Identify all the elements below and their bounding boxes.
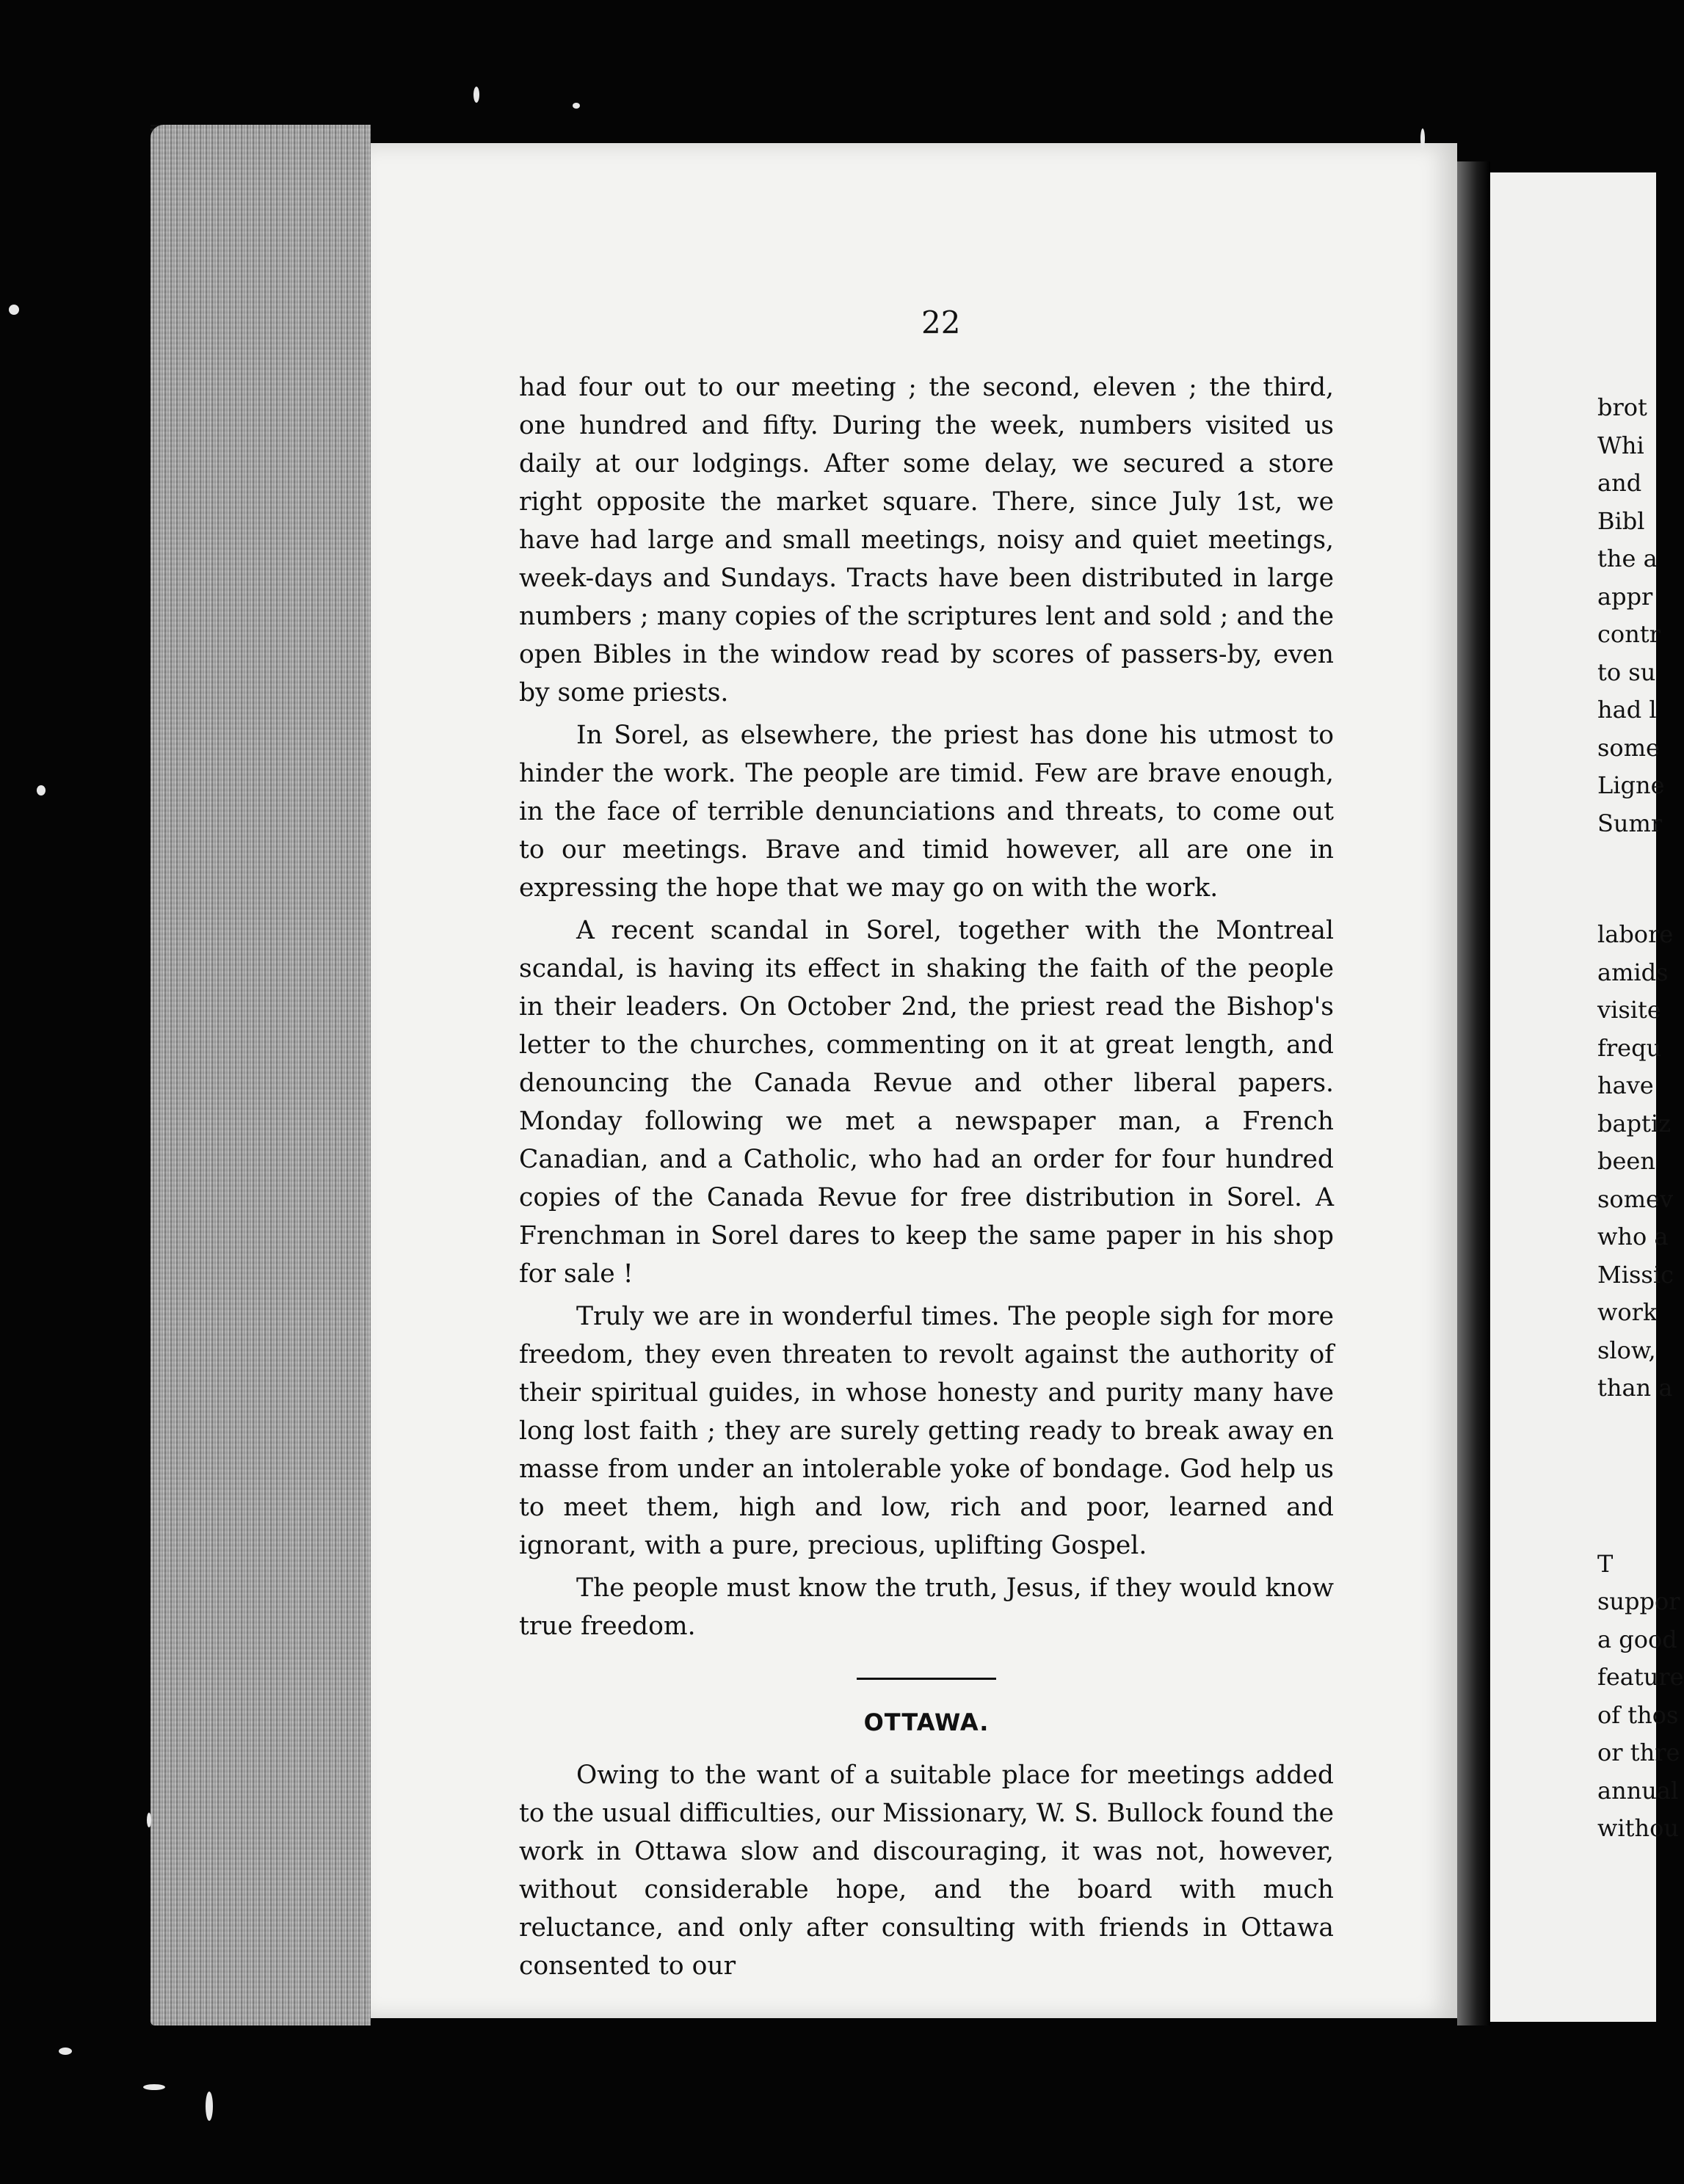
facing-line: who a — [1597, 1223, 1669, 1251]
facing-line: to su — [1597, 658, 1656, 686]
paragraph: Owing to the want of a suitable place for meetings added to the usual difficulties, our Missionary, W. S. Bullock found the work in Ottawa slow and discouraging, it was not, however, without considerable hope, and the board with much reluctance, and only after consulting with friends in Ottawa consented to our — [519, 1761, 1334, 1981]
section-divider — [857, 1678, 996, 1680]
paragraph: The people must know the truth, Jesus, if they would know true freedom. — [519, 1573, 1334, 1641]
facing-line: or thre — [1597, 1739, 1680, 1766]
facing-line: Missic — [1597, 1260, 1674, 1289]
facing-line: baptiz — [1597, 1109, 1671, 1138]
facing-line: appr — [1597, 582, 1653, 611]
dust-speck — [59, 2048, 72, 2055]
facing-line: had l — [1597, 696, 1657, 724]
facing-line: have — [1597, 1071, 1654, 1099]
facing-line: feature — [1597, 1663, 1684, 1691]
facing-line: slow, — [1597, 1336, 1656, 1364]
body-text — [519, 368, 1334, 1985]
facing-line: suppor — [1597, 1587, 1680, 1615]
facing-line: T — [1597, 1549, 1614, 1578]
facing-line: some — [1597, 733, 1660, 762]
section-heading: OTTAWA. — [863, 1708, 990, 1736]
facing-line: than a — [1597, 1374, 1673, 1402]
paragraph: Truly we are in wonderful times. The people sigh for more freedom, they even threaten to revolt against the authority of their spiritual guides, in whose honesty and purity many have long lost faith ; they are surely getting ready to break away en masse from under an intolerable yoke of bondage. God help us to meet them, high and low, rich and poor, learned and ignorant, with a pure, precious, uplifting Gospel. — [519, 1302, 1334, 1560]
facing-line: work — [1597, 1298, 1658, 1326]
dust-speck — [206, 2092, 213, 2121]
facing-line: annual — [1597, 1776, 1679, 1805]
facing-line: been — [1597, 1147, 1655, 1175]
dust-speck — [143, 2084, 165, 2090]
facing-line: Sumr — [1597, 809, 1663, 837]
facing-line: somev — [1597, 1184, 1674, 1213]
facing-line: amids — [1597, 958, 1669, 986]
facing-line: withou — [1597, 1814, 1679, 1842]
facing-line: brot — [1597, 393, 1647, 421]
paragraph: In Sorel, as elsewhere, the priest has done his utmost to hinder the work. The people are timid. Few are brave enough, in the face of terrible denunciations and threats, to come out to our meetings. Brave and timid however, all are one in expressing the hope that we may go on with the work. — [519, 721, 1334, 903]
facing-line: Bibl — [1597, 506, 1645, 535]
dust-speck — [1420, 128, 1425, 149]
facing-line: contr — [1597, 620, 1661, 648]
facing-line: frequ — [1597, 1033, 1662, 1062]
book-gutter — [1457, 161, 1490, 2025]
facing-line: labore — [1597, 920, 1674, 948]
dust-speck — [473, 87, 479, 103]
paragraph: A recent scandal in Sorel, together with the Montreal scandal, is having its effect in shaking the faith of the people in their leaders. On October 2nd, the priest read the Bishop's letter to the churches, commenting on it at great length, and denouncing the Canada Revue and other liberal papers. Monday following we met a newspaper man, a French Canadian, and a Catholic, who had an order for four hundred copies of the Canada Revue for free distribution in Sorel. A Frenchman in Sorel dares to keep the same paper in his shop for sale ! — [519, 916, 1334, 1289]
facing-line: of thos — [1597, 1700, 1679, 1729]
facing-line: visite — [1597, 996, 1661, 1024]
facing-line: a good — [1597, 1625, 1677, 1653]
facing-line: Ligne — [1597, 771, 1665, 799]
book-page-edges — [150, 125, 371, 2025]
dust-speck — [573, 103, 580, 109]
facing-page-text — [1597, 389, 1684, 1848]
facing-line: Whi — [1597, 431, 1644, 459]
facing-line: and — [1597, 469, 1642, 497]
dust-speck — [147, 1813, 151, 1827]
page-number: 22 — [921, 305, 961, 341]
dust-speck — [9, 305, 19, 315]
facing-line: the a — [1597, 545, 1658, 572]
dust-speck — [37, 785, 46, 796]
paragraph: had four out to our meeting ; the second, eleven ; the third, one hundred and fifty. During the week, numbers visited us daily at our lodgings. After some delay, we secured a store right opposite the market square. There, since July 1st, we have had large and small meetings, noisy and quiet meetings, week-days and Sundays. Tracts have been distributed in large numbers ; many copies of the scriptures lent and sold ; and the open Bibles in the window read by scores of passers-by, even by some priests. — [519, 373, 1334, 707]
